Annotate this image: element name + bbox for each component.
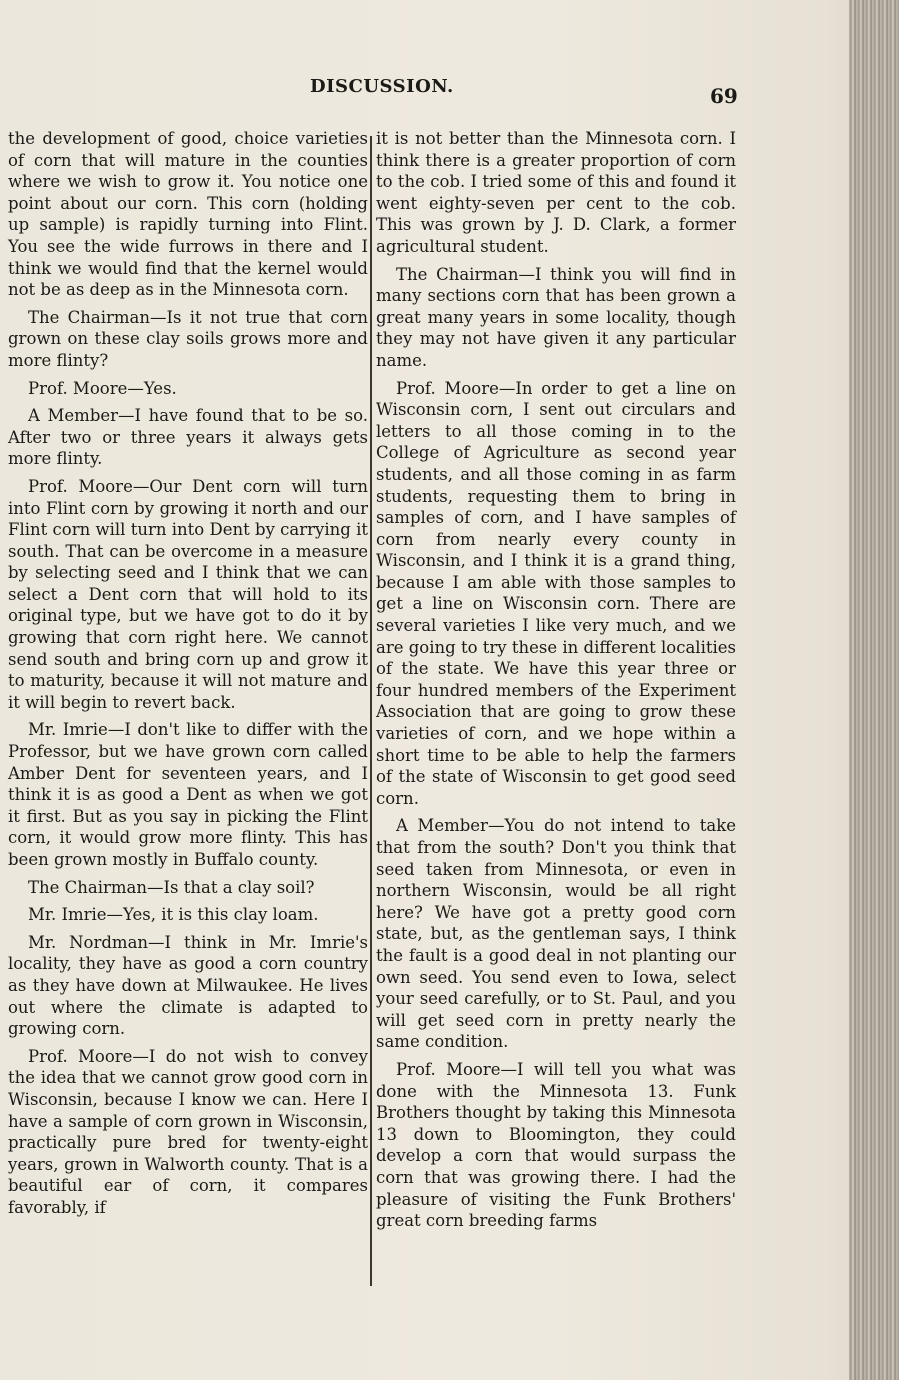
column-divider: [370, 136, 372, 1286]
paragraph: A Member—I have found that to be so. After two or three years it always gets more flinty.: [8, 406, 368, 469]
paragraph: Prof. Moore—Our Dent corn will turn into Flint corn by growing it north and our Flint corn will turn into Dent by carrying it south. That can be overcome in a measure by selecting seed and I think that we can select a Dent corn that will hold to its original type, but we have got to do it by growing that corn right here. We cannot send south and bring corn up and grow it to maturity, because it will not mature and it will begin to revert back.: [8, 476, 368, 712]
page-number: 69: [710, 84, 738, 108]
left-column: [8, 128, 368, 1225]
paragraph: Prof. Moore—I do not wish to convey the idea that we cannot grow good corn in Wisconsin, because I know we can. Here I have a sample of corn grown in Wisconsin, practically pure bred for twenty-eight years, grown in Walworth county. That is a beautiful ear of corn, it compares favorably, if: [8, 1046, 368, 1217]
page-header: [0, 76, 845, 110]
paragraph: Mr. Nordman—I think in Mr. Imrie's locality, they have as good a corn country as they have down at Milwaukee. He lives out where the climate is adapted to growing corn.: [8, 932, 368, 1039]
right-column: [376, 128, 736, 1238]
page-edge-stack: [849, 0, 899, 1380]
paragraph: A Member—You do not intend to take that from the south? Don't you think that seed taken from Minnesota, or even in northern Wisconsin, would be all right here? We have got a pretty good corn state, but, as the gentleman says, I think the fault is a good deal in not planting our own seed. You send even to Iowa, select your seed carefully, or to St. Paul, and you will get seed corn in pretty nearly the same condition.: [376, 816, 736, 1052]
paragraph: The Chairman—Is that a clay soil?: [28, 877, 315, 897]
paragraph: The Chairman—Is it not true that corn grown on these clay soils grows more and more flinty?: [8, 307, 368, 370]
paragraph: it is not better than the Minnesota corn. I think there is a greater proportion of corn to the cob. I tried some of this and found it went eighty-seven per cent to the cob. This was grown by J. D. Clark, a former agricultural student.: [376, 129, 736, 256]
paragraph: Mr. Imrie—Yes, it is this clay loam.: [28, 905, 319, 925]
running-title: DISCUSSION.: [310, 76, 454, 97]
paragraph: the development of good, choice varieties of corn that will mature in the counties where we wish to grow it. You notice one point about our corn. This corn (holding up sample) is rapidly turning into Flint. You see the wide furrows in there and I think we would find that the kernel would not be as deep as in the Minnesota corn.: [8, 129, 368, 300]
paragraph: Mr. Imrie—I don't like to differ with the Professor, but we have grown corn called Amber Dent for seventeen years, and I think it is as good a Dent as when we got it first. But as you say in picking the Flint corn, it would grow more flinty. This has been grown mostly in Buffalo county.: [8, 720, 368, 869]
paragraph: Prof. Moore—In order to get a line on Wisconsin corn, I sent out circulars and letters to all those coming in to the College of Agriculture as second year students, and all those coming in as farm students, requesting them to bring in samples of corn, and I have samples of corn from nearly every county in Wisconsin, and I think it is a grand thing, because I am able with those samples to get a line on Wisconsin corn. There are several varieties I like very much, and we are going to try these in different localities of the state. We have this year three or four hundred members of the Experiment Association that are going to grow these varieties of corn, and we hope within a short time to be able to help the farmers of the state of Wisconsin to get good seed corn.: [376, 378, 736, 808]
paragraph: Prof. Moore—Yes.: [28, 378, 177, 398]
paragraph: The Chairman—I think you will find in many sections corn that has been grown a great many years in some locality, though they may not have given it any particular name.: [376, 264, 736, 370]
paragraph: Prof. Moore—I will tell you what was done with the Minnesota 13. Funk Brothers thought by taking this Minnesota 13 down to Bloomington, they could develop a corn that would surpass the corn that was growing there. I had the pleasure of visiting the Funk Brothers' great corn breeding farms: [376, 1059, 736, 1231]
